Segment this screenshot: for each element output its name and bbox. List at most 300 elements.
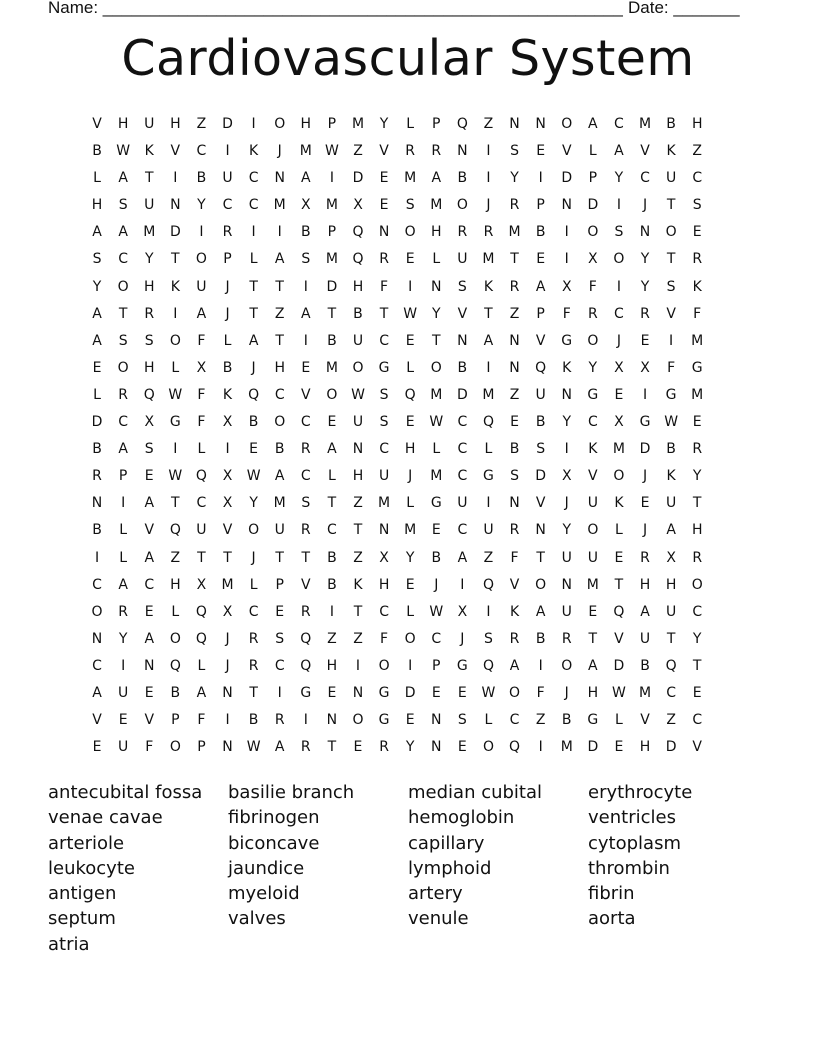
grid-row <box>84 138 734 165</box>
word-list-item: valves <box>228 908 286 930</box>
grid-letter: B <box>509 441 520 458</box>
grid-letter: R <box>118 603 128 620</box>
grid-letter: H <box>639 739 651 756</box>
grid-letter: R <box>300 739 311 756</box>
grid-letter: J <box>408 468 413 485</box>
grid-letter: R <box>509 197 520 214</box>
grid-letter: D <box>404 684 416 701</box>
grid-letter: J <box>225 278 230 295</box>
date-line: Date: _______ <box>628 0 740 17</box>
grid-letter: S <box>118 332 128 349</box>
grid-letter: E <box>92 359 102 376</box>
grid-letter: J <box>460 630 465 647</box>
grid-letter: I <box>538 170 543 187</box>
grid-letter: Q <box>456 116 468 132</box>
grid-letter: X <box>222 495 233 512</box>
grid-letter: Q <box>169 657 181 674</box>
grid-letter: C <box>640 170 650 187</box>
grid-letter: B <box>431 549 442 566</box>
grid-letter: X <box>379 549 389 566</box>
grid-letter: U <box>535 386 546 403</box>
grid-letter: N <box>274 170 285 187</box>
grid-row <box>84 734 734 761</box>
grid-letter: V <box>379 143 389 160</box>
grid-letter: H <box>170 116 181 132</box>
grid-letter: H <box>274 359 285 376</box>
grid-letter: W <box>429 603 444 620</box>
grid-letter: R <box>509 630 520 647</box>
grid-letter: D <box>456 386 468 403</box>
grid-letter: Y <box>640 251 650 268</box>
grid-letter: T <box>692 657 702 674</box>
grid-letter: O <box>169 630 181 647</box>
grid-letter: C <box>118 251 129 268</box>
grid-letter: Z <box>535 712 546 729</box>
grid-letter: L <box>484 441 493 458</box>
grid-letter: P <box>197 739 206 756</box>
grid-letter: U <box>483 522 494 539</box>
grid-letter: B <box>92 441 102 458</box>
word-list-item: median cubital <box>408 782 543 803</box>
grid-letter: U <box>352 332 364 349</box>
grid-letter: P <box>275 576 284 593</box>
grid-letter: M <box>404 522 417 539</box>
word-list-item: capillary <box>408 832 485 854</box>
grid-letter: B <box>92 143 102 160</box>
grid-letter: L <box>484 712 493 729</box>
grid-letter: W <box>246 468 261 485</box>
grid-letter: O <box>404 630 416 647</box>
grid-letter: C <box>379 603 389 620</box>
grid-letter: D <box>352 170 364 187</box>
grid-letter: N <box>535 116 546 132</box>
grid-letter: S <box>275 630 285 647</box>
grid-letter: G <box>430 495 442 512</box>
grid-letter: W <box>664 414 679 431</box>
grid-letter: B <box>327 549 337 566</box>
grid-letter: E <box>640 495 650 512</box>
grid-letter: A <box>327 441 337 458</box>
grid-letter: N <box>143 657 155 674</box>
grid-letter: A <box>92 684 102 701</box>
grid-letter: O <box>248 522 260 539</box>
grid-letter: C <box>196 495 207 512</box>
grid-letter: T <box>144 170 154 187</box>
grid-letter: J <box>642 197 648 214</box>
grid-letter: X <box>196 576 207 593</box>
grid-letter: N <box>509 116 520 132</box>
grid-letter: A <box>118 224 128 241</box>
grid-letter: I <box>303 712 308 729</box>
grid-letter: W <box>403 305 418 322</box>
grid-letter: F <box>693 305 702 322</box>
grid-letter: C <box>300 414 311 431</box>
grid-letter: M <box>325 359 338 376</box>
grid-letter: M <box>430 197 443 214</box>
grid-letter: T <box>666 197 676 214</box>
grid-letter: J <box>642 522 648 539</box>
grid-letter: G <box>665 386 677 403</box>
name-line: Name: _______________________________________________________ <box>48 0 623 17</box>
grid-letter: E <box>588 603 598 620</box>
grid-letter: I <box>121 657 126 674</box>
grid-letter: Q <box>195 468 207 485</box>
grid-letter: F <box>380 278 389 295</box>
grid-letter: H <box>378 576 390 593</box>
grid-letter: S <box>457 712 467 729</box>
grid-letter: J <box>277 143 282 160</box>
grid-letter: M <box>638 684 652 701</box>
grid-letter: M <box>430 386 443 403</box>
grid-letter: T <box>431 332 441 349</box>
grid-letter: Q <box>665 657 677 674</box>
grid-letter: T <box>614 576 624 593</box>
grid-letter: W <box>351 386 365 403</box>
grid-letter: M <box>691 332 704 349</box>
grid-letter: O <box>117 278 129 295</box>
grid-letter: L <box>406 495 415 512</box>
grid-letter: N <box>431 739 442 756</box>
grid-letter: O <box>404 224 416 241</box>
grid-letter: B <box>327 332 337 349</box>
grid-letter: G <box>691 359 703 376</box>
grid-letter: H <box>352 278 364 295</box>
grid-letter: H <box>404 441 416 458</box>
grid-letter: W <box>429 414 444 431</box>
grid-letter: Z <box>274 305 285 322</box>
grid-letter: Y <box>379 116 389 132</box>
grid-letter: N <box>170 197 181 214</box>
grid-letter: V <box>561 143 572 160</box>
word-list-item: hemoglobin <box>408 807 515 829</box>
grid-letter: U <box>665 495 677 512</box>
grid-letter: E <box>536 143 546 160</box>
grid-letter: C <box>692 712 703 729</box>
word-list <box>48 780 768 957</box>
grid-letter: Y <box>562 414 572 431</box>
grid-letter: K <box>483 278 494 295</box>
grid-letter: V <box>170 143 181 160</box>
grid-letter: B <box>457 359 468 376</box>
grid-letter: B <box>535 414 546 431</box>
grid-letter: X <box>614 359 624 376</box>
grid-letter: X <box>588 251 598 268</box>
grid-letter: Z <box>353 495 363 512</box>
grid-letter: W <box>481 684 496 701</box>
grid-letter: Z <box>196 116 207 132</box>
grid-letter: H <box>143 359 155 376</box>
grid-letter: S <box>92 251 102 268</box>
grid-letter: V <box>535 332 546 349</box>
grid-letter: A <box>248 332 259 349</box>
grid-letter: R <box>379 251 389 268</box>
word-list-item: antigen <box>48 883 117 905</box>
grid-letter: X <box>353 197 363 214</box>
grid-letter: S <box>118 197 128 214</box>
grid-letter: Q <box>535 359 547 376</box>
word-list-item: biconcave <box>228 832 320 854</box>
grid-letter: Y <box>692 468 702 485</box>
grid-letter: I <box>408 657 413 674</box>
grid-letter: I <box>173 305 178 322</box>
grid-letter: Z <box>170 549 181 566</box>
grid-letter: J <box>564 495 569 512</box>
grid-letter: O <box>482 739 494 756</box>
grid-letter: P <box>327 116 337 132</box>
word-list-item: basilie branch <box>228 782 355 803</box>
grid-letter: C <box>587 414 598 431</box>
word-list-item: atria <box>48 933 90 955</box>
grid-letter: H <box>691 116 703 132</box>
grid-letter: J <box>486 197 491 214</box>
grid-letter: D <box>639 441 651 458</box>
grid-letter: M <box>143 224 156 241</box>
grid-letter: Q <box>300 657 312 674</box>
grid-letter: Y <box>249 495 258 512</box>
grid-letter: H <box>300 116 312 132</box>
grid-letter: U <box>118 684 129 701</box>
grid-letter: I <box>173 441 178 458</box>
grid-letter: B <box>666 441 676 458</box>
grid-letter: M <box>612 441 625 458</box>
grid-letter: L <box>406 116 415 132</box>
word-list-item: arteriole <box>48 832 125 854</box>
grid-letter: U <box>665 170 677 187</box>
grid-letter: D <box>326 278 338 295</box>
grid-letter: X <box>222 468 233 485</box>
grid-letter: L <box>93 386 101 403</box>
grid-letter: F <box>380 630 389 647</box>
page-title: Cardiovascular System <box>121 30 695 87</box>
grid-letter: I <box>225 712 230 729</box>
grid-letter: M <box>351 116 365 132</box>
grid-letter: E <box>144 603 154 620</box>
grid-letter: Q <box>482 657 494 674</box>
grid-letter: D <box>535 468 547 485</box>
grid-letter: V <box>222 522 233 539</box>
grid-letter: O <box>587 522 599 539</box>
grid-letter: D <box>561 170 573 187</box>
grid-letter: B <box>92 522 102 539</box>
grid-letter: L <box>588 143 597 160</box>
grid-letter: M <box>482 386 495 403</box>
grid-letter: O <box>352 712 364 729</box>
grid-letter: I <box>94 549 100 566</box>
grid-letter: O <box>509 684 521 701</box>
grid-letter: E <box>144 468 154 485</box>
grid-letter: E <box>457 739 467 756</box>
grid-letter: E <box>353 739 363 756</box>
word-list-item: fibrin <box>588 883 635 905</box>
grid-letter: G <box>300 684 312 701</box>
word-list-item: antecubital fossa <box>48 782 203 803</box>
grid-letter: J <box>251 359 256 376</box>
word-list-item: venae cavae <box>48 807 163 829</box>
grid-row <box>84 301 734 328</box>
grid-row <box>84 463 734 490</box>
grid-letter: C <box>692 170 703 187</box>
grid-letter: F <box>536 684 545 701</box>
grid-letter: C <box>92 576 102 593</box>
grid-letter: X <box>144 414 155 431</box>
word-list-item: lymphoid <box>408 857 492 879</box>
grid-letter: I <box>303 332 308 349</box>
grid-letter: N <box>352 684 364 701</box>
grid-letter: E <box>457 684 467 701</box>
grid-letter: G <box>378 359 390 376</box>
grid-letter: K <box>692 278 702 295</box>
grid-letter: U <box>639 630 651 647</box>
grid-letter: Y <box>431 305 441 322</box>
grid-letter: K <box>666 143 676 160</box>
grid-letter: I <box>303 278 308 295</box>
grid-letter: G <box>561 332 573 349</box>
grid-letter: L <box>432 441 441 458</box>
grid-letter: A <box>274 251 285 268</box>
grid-letter: Z <box>666 712 676 729</box>
word-list-item: erythrocyte <box>588 782 693 803</box>
grid-letter: U <box>196 278 207 295</box>
grid-letter: Q <box>613 603 625 620</box>
grid-letter: C <box>457 522 468 539</box>
grid-letter: O <box>274 414 286 431</box>
grid-letter: L <box>432 251 441 268</box>
grid-letter: A <box>431 170 442 187</box>
word-list-item: aorta <box>588 908 636 930</box>
grid-letter: M <box>482 251 495 268</box>
grid-letter: A <box>118 576 128 593</box>
grid-letter: C <box>274 386 285 403</box>
word-list-item: venule <box>408 908 469 930</box>
grid-letter: S <box>379 386 389 403</box>
grid-letter: H <box>143 278 155 295</box>
grid-letter: E <box>405 712 415 729</box>
grid-letter: Q <box>195 630 207 647</box>
grid-letter: Q <box>300 630 312 647</box>
grid-letter: A <box>274 468 285 485</box>
grid-letter: H <box>665 576 677 593</box>
grid-letter: R <box>483 224 494 241</box>
grid-letter: D <box>222 116 233 132</box>
grid-letter: E <box>92 739 102 756</box>
grid-letter: D <box>665 739 677 756</box>
grid-letter: L <box>249 251 258 268</box>
grid-letter: E <box>379 197 389 214</box>
grid-letter: V <box>640 712 650 729</box>
grid-letter: S <box>510 468 519 485</box>
grid-letter: R <box>692 549 703 566</box>
grid-letter: L <box>615 712 623 729</box>
grid-letter: E <box>249 441 259 458</box>
grid-letter: O <box>352 359 364 376</box>
grid-letter: C <box>457 441 468 458</box>
grid-row <box>84 599 734 626</box>
grid-letter: Y <box>118 630 128 647</box>
grid-letter: Y <box>588 359 598 376</box>
grid-letter: Y <box>510 170 519 187</box>
grid-letter: B <box>222 359 233 376</box>
grid-letter: I <box>460 576 465 593</box>
grid-letter: L <box>406 359 415 376</box>
grid-letter: R <box>222 224 233 241</box>
grid-letter: T <box>223 549 232 566</box>
grid-letter: H <box>431 224 442 241</box>
grid-letter: O <box>378 657 390 674</box>
grid-row <box>84 545 734 572</box>
grid-letter: G <box>378 684 390 701</box>
grid-letter: J <box>251 549 256 566</box>
grid-letter: R <box>300 441 311 458</box>
grid-row <box>84 707 734 734</box>
grid-letter: M <box>430 468 443 485</box>
grid-letter: Z <box>327 630 337 647</box>
grid-letter: O <box>613 468 625 485</box>
grid-letter: S <box>379 414 389 431</box>
grid-letter: R <box>692 441 703 458</box>
grid-letter: P <box>171 712 180 729</box>
grid-letter: O <box>326 386 338 403</box>
grid-letter: N <box>561 386 572 403</box>
grid-letter: B <box>274 441 285 458</box>
grid-letter: S <box>405 197 415 214</box>
grid-letter: B <box>248 712 259 729</box>
grid-letter: U <box>561 549 572 566</box>
grid-letter: L <box>119 549 128 566</box>
grid-letter: O <box>561 657 573 674</box>
grid-letter: G <box>378 712 390 729</box>
grid-letter: R <box>300 522 311 539</box>
grid-letter: U <box>274 522 285 539</box>
grid-letter: I <box>329 170 334 187</box>
grid-letter: N <box>561 197 572 214</box>
grid-letter: K <box>170 278 180 295</box>
grid-letter: A <box>640 603 650 620</box>
grid-letter: I <box>121 495 126 512</box>
grid-letter: T <box>536 549 545 566</box>
grid-letter: S <box>301 251 311 268</box>
grid-letter: C <box>118 414 129 431</box>
grid-letter: H <box>326 657 338 674</box>
grid-letter: U <box>561 603 572 620</box>
grid-letter: S <box>144 441 154 458</box>
grid-letter: T <box>692 495 702 512</box>
grid-letter: I <box>486 495 491 512</box>
grid-letter: E <box>536 251 546 268</box>
grid-letter: A <box>301 170 311 187</box>
grid-row <box>84 246 734 273</box>
grid-letter: D <box>91 414 103 431</box>
grid-letter: C <box>327 522 337 539</box>
grid-letter: E <box>431 522 441 539</box>
grid-letter: M <box>221 576 234 593</box>
grid-letter: T <box>379 305 389 322</box>
grid-letter: C <box>274 657 285 674</box>
grid-letter: X <box>222 603 233 620</box>
grid-letter: Z <box>353 549 363 566</box>
grid-letter: F <box>197 332 206 349</box>
grid-letter: E <box>275 603 285 620</box>
grid-letter: L <box>197 657 206 674</box>
grid-letter: V <box>588 468 598 485</box>
grid-letter: G <box>587 386 599 403</box>
grid-letter: T <box>275 332 284 349</box>
grid-letter: N <box>326 712 338 729</box>
grid-letter: N <box>352 441 364 458</box>
grid-letter: X <box>614 414 624 431</box>
word-list-item: thrombin <box>588 857 670 879</box>
grid-letter: L <box>171 603 180 620</box>
grid-letter: H <box>691 522 703 539</box>
